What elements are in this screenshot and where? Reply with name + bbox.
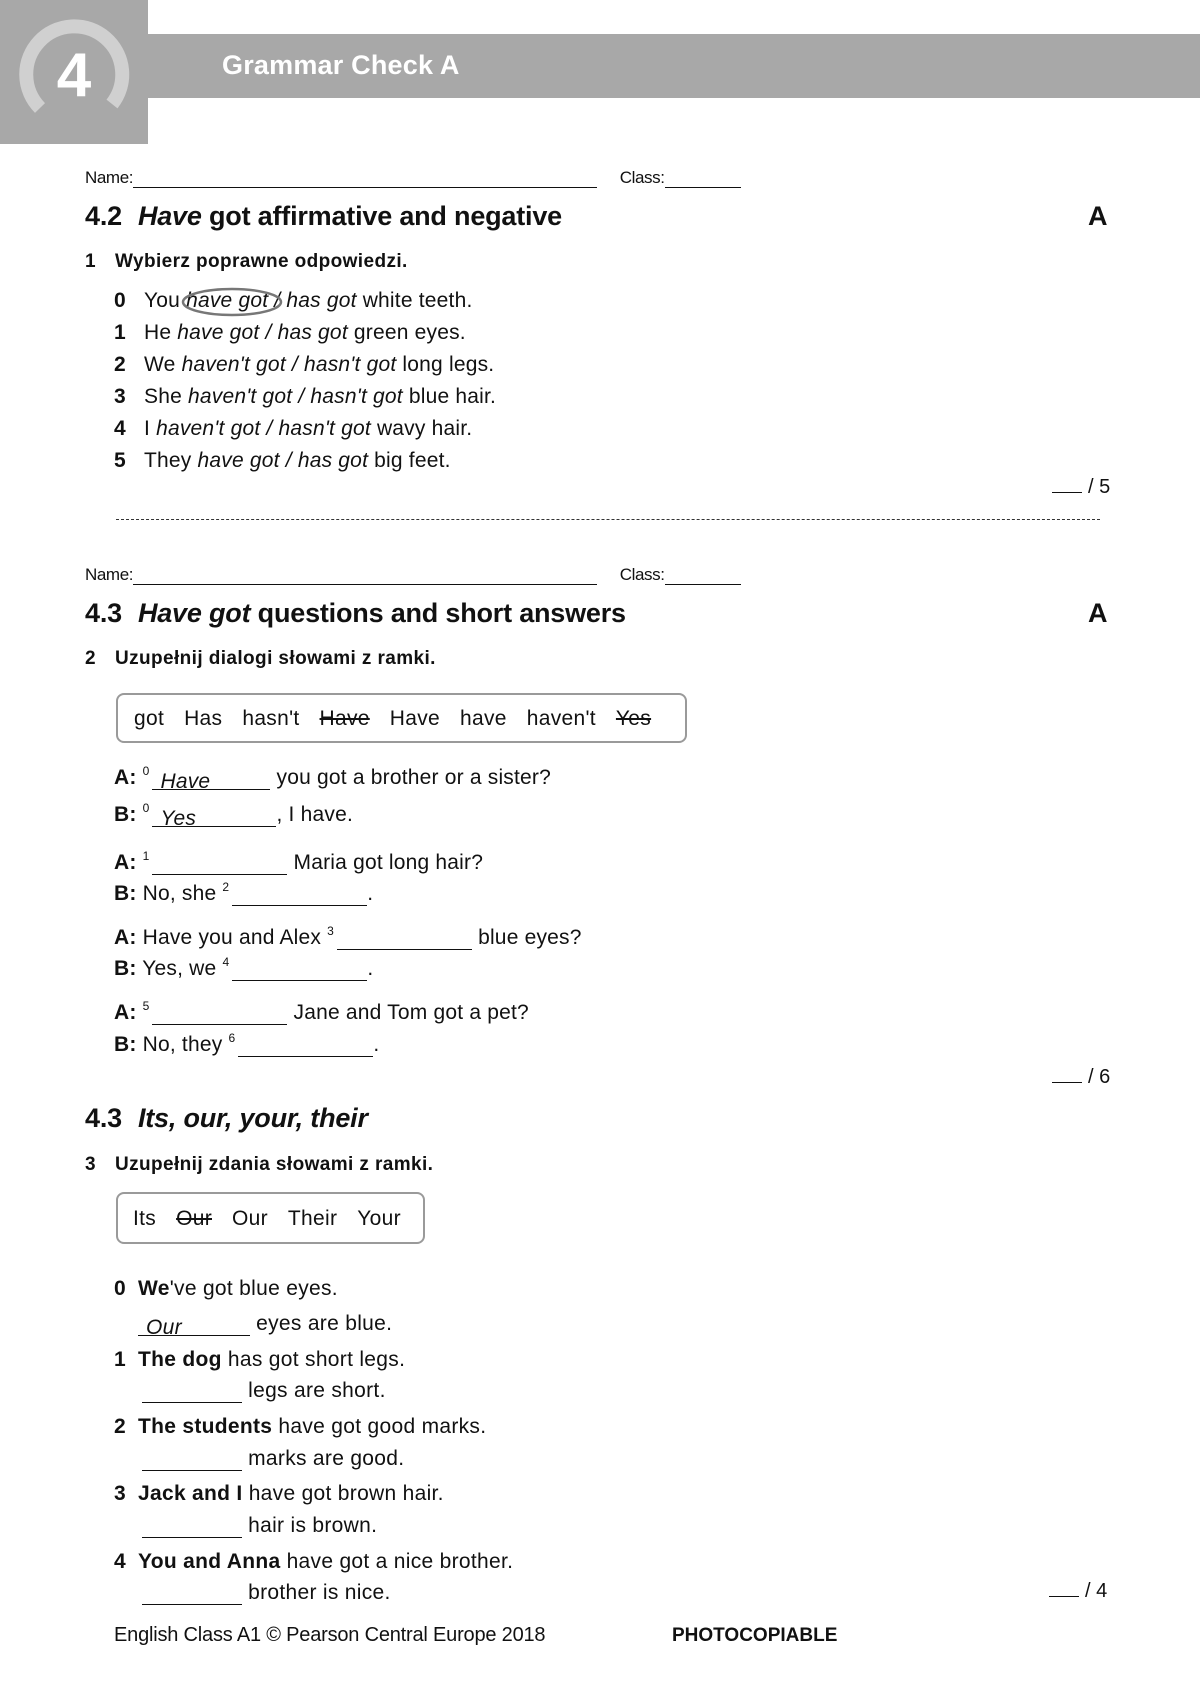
answer-blank[interactable] [142, 1585, 242, 1605]
list-item-answer [142, 1581, 391, 1605]
word-chip: haven't [526, 707, 596, 730]
level-label: A [1088, 598, 1108, 628]
section-title [85, 1103, 368, 1134]
score [1052, 1066, 1110, 1089]
instruction-number: 2 [85, 648, 96, 669]
option-separator: / [268, 289, 287, 312]
list-item [114, 289, 496, 321]
item-number: 4 [114, 1550, 126, 1573]
dialogue-line [114, 801, 353, 830]
word-chip-used: Our [176, 1207, 212, 1230]
item-number: 2 [114, 1415, 126, 1438]
item-text: blue hair. [402, 385, 497, 408]
word-chip: got [134, 707, 165, 730]
instruction [85, 1154, 433, 1176]
word-chip: Has [184, 707, 223, 730]
score-total: / 6 [1088, 1066, 1111, 1088]
unit-number: 4 [56, 41, 92, 110]
item-number: 1 [114, 321, 126, 344]
option-separator: / [285, 353, 304, 376]
unit-number-logo [0, 0, 148, 144]
title-italic: Have [137, 201, 202, 231]
blank-number: 5 [142, 999, 150, 1013]
score-blank[interactable] [1052, 492, 1082, 493]
section-number: 4.3 [85, 1103, 122, 1133]
blank-number: 3 [327, 924, 335, 938]
line-text: No, she [136, 882, 223, 905]
item-text: have got good marks. [272, 1415, 487, 1438]
line-text: . [367, 957, 374, 980]
class-field[interactable] [665, 568, 741, 585]
dialogue-line [114, 764, 551, 793]
word-chip: Your [357, 1207, 401, 1230]
word-chip: Our [232, 1207, 268, 1230]
example-answer: Yes [160, 807, 197, 830]
instruction-text: Uzupełnij zdania słowami z ramki. [115, 1154, 434, 1175]
instruction-text: Uzupełnij dialogi słowami z ramki. [115, 648, 436, 669]
item-text: eyes are blue. [250, 1312, 393, 1335]
item-number: 0 [114, 1277, 126, 1300]
dialogue-line [114, 851, 483, 875]
blank-number: 1 [142, 849, 150, 863]
speaker-label: B: [114, 803, 137, 826]
option-b[interactable]: hasn't got [278, 417, 371, 440]
line-text: Yes, we [136, 957, 223, 980]
item-subject: You and Anna [138, 1550, 281, 1573]
blank-number: 0 [142, 801, 150, 815]
word-chip: Its [133, 1207, 157, 1230]
instruction-number: 3 [85, 1154, 96, 1175]
item-text: We [144, 353, 182, 376]
item-number: 5 [114, 449, 126, 472]
footer-photocopiable: PHOTOCOPIABLE [672, 1625, 838, 1646]
list-item [114, 417, 496, 449]
exercise1-list [114, 289, 496, 481]
item-text: They [144, 449, 198, 472]
blank-number: 4 [222, 955, 230, 969]
list-item-answer [142, 1379, 386, 1403]
item-text: green eyes. [347, 321, 466, 344]
answer-blank[interactable] [232, 886, 367, 906]
line-text: Maria got long hair? [287, 851, 484, 874]
score-total: / 4 [1085, 1580, 1108, 1602]
section-title [85, 201, 562, 232]
list-item [114, 1277, 338, 1301]
option-separator: / [260, 417, 279, 440]
item-text: big feet. [368, 449, 451, 472]
title-italic: Its, our, your, their [137, 1103, 368, 1133]
answer-blank[interactable] [152, 770, 270, 793]
title-italic: Have got [137, 598, 251, 628]
section-number: 4.3 [85, 598, 122, 628]
section-number: 4.2 [85, 201, 122, 231]
item-text: hair is brown. [242, 1514, 378, 1537]
answer-blank[interactable] [142, 1451, 242, 1471]
option-separator: / [259, 321, 278, 344]
word-chip: hasn't [242, 707, 300, 730]
list-item [114, 1415, 486, 1439]
list-item [114, 449, 496, 481]
item-text: legs are short. [242, 1379, 386, 1402]
answer-blank[interactable] [152, 855, 287, 875]
list-item [114, 353, 496, 385]
blank-number: 6 [228, 1031, 236, 1045]
dialogue-line [114, 926, 582, 950]
item-text: long legs. [396, 353, 495, 376]
blank-number: 0 [142, 764, 150, 778]
name-row [85, 168, 741, 188]
item-number: 3 [114, 385, 126, 408]
line-text: blue eyes? [472, 926, 582, 949]
item-number: 3 [114, 1482, 126, 1505]
dialogue-line [114, 882, 373, 906]
item-text: I [144, 417, 157, 440]
example-answer: Have [160, 770, 211, 793]
name-field[interactable] [133, 568, 597, 585]
answer-blank[interactable] [238, 1037, 373, 1057]
list-item-answer [142, 1447, 404, 1471]
item-text: 've got blue eyes. [169, 1277, 338, 1300]
instruction [85, 648, 436, 670]
option-separator: / [292, 385, 311, 408]
answer-blank[interactable] [232, 961, 367, 981]
list-item [114, 1348, 405, 1372]
speaker-label: A: [114, 766, 137, 789]
page-title: Grammar Check A [222, 50, 460, 80]
speaker-label: A: [114, 1001, 137, 1024]
word-chip: have [460, 707, 507, 730]
item-text: You [144, 289, 187, 312]
item-text: white teeth. [356, 289, 473, 312]
list-item [114, 321, 496, 353]
class-label: Class: [619, 565, 665, 584]
option-a: have got [186, 289, 269, 312]
option-b[interactable]: has got [277, 321, 348, 344]
option-b[interactable]: has got [297, 449, 369, 472]
item-text: have got brown hair. [242, 1482, 444, 1505]
item-text: have got a nice brother. [280, 1550, 514, 1573]
line-text: . [367, 882, 374, 905]
cut-line [116, 519, 1100, 520]
word-box [116, 1192, 425, 1244]
word-box [116, 693, 687, 743]
answer-blank[interactable] [337, 930, 472, 950]
line-text: , I have. [276, 803, 353, 826]
option-a[interactable]: have got [197, 449, 280, 472]
speaker-label: A: [114, 926, 137, 949]
item-text: has got short legs. [221, 1348, 406, 1371]
footer-copyright: English Class A1 © Pearson Central Europe 2018 [114, 1624, 546, 1646]
list-item [114, 1550, 513, 1574]
speaker-label: B: [114, 1033, 137, 1056]
list-item-answer [138, 1312, 393, 1339]
word-chip-used: Have [319, 707, 370, 730]
word-chip-used: Yes [615, 707, 652, 730]
name-label: Name: [85, 168, 134, 187]
title-rest: got affirmative and negative [201, 201, 562, 231]
word-chip: Their [287, 1207, 338, 1230]
unit-circle-icon [0, 0, 148, 144]
score [1049, 1580, 1107, 1603]
circled-answer [186, 289, 268, 313]
name-field[interactable] [133, 171, 597, 188]
score-blank[interactable] [1052, 1082, 1082, 1083]
name-row [85, 565, 741, 585]
item-text: wavy hair. [370, 417, 473, 440]
instruction-text: Wybierz poprawne odpowiedzi. [115, 251, 408, 272]
title-rest: questions and short answers [250, 598, 626, 628]
option-separator: / [279, 449, 298, 472]
class-field[interactable] [665, 171, 741, 188]
item-subject: We [138, 1277, 170, 1300]
line-text: Jane and Tom got a pet? [287, 1001, 529, 1024]
item-number: 0 [114, 289, 126, 312]
section-title [85, 598, 626, 629]
answer-blank[interactable] [152, 807, 276, 830]
answer-blank[interactable] [138, 1316, 250, 1339]
speaker-label: B: [114, 957, 137, 980]
option-b: has got [286, 289, 357, 312]
instruction-number: 1 [85, 251, 96, 272]
item-subject: The students [138, 1415, 273, 1438]
option-a[interactable]: haven't got [188, 385, 293, 408]
line-text: . [373, 1033, 380, 1056]
list-item [114, 385, 496, 417]
answer-blank[interactable] [142, 1518, 242, 1538]
option-a[interactable]: haven't got [181, 353, 286, 376]
word-chip: Have [389, 707, 440, 730]
item-number: 4 [114, 417, 126, 440]
score-blank[interactable] [1049, 1596, 1079, 1597]
score [1052, 476, 1110, 499]
option-a[interactable]: have got [177, 321, 260, 344]
dialogue-line [114, 1001, 529, 1025]
option-a[interactable]: haven't got [156, 417, 261, 440]
speaker-label: B: [114, 882, 137, 905]
class-label: Class: [619, 168, 665, 187]
line-text: Have you and Alex [136, 926, 328, 949]
level-label: A [1088, 201, 1108, 231]
item-subject: The dog [138, 1348, 222, 1371]
example-answer: Our [146, 1316, 182, 1339]
item-number: 2 [114, 353, 126, 376]
instruction [85, 251, 408, 273]
item-subject: Jack and I [138, 1482, 243, 1505]
speaker-label: A: [114, 851, 137, 874]
blank-number: 2 [222, 880, 230, 894]
answer-blank[interactable] [142, 1383, 242, 1403]
item-text: She [144, 385, 188, 408]
dialogue-line [114, 1033, 379, 1057]
name-label: Name: [85, 565, 134, 584]
list-item [114, 1482, 444, 1506]
line-text: No, they [136, 1033, 229, 1056]
answer-blank[interactable] [152, 1005, 287, 1025]
line-text: you got a brother or a sister? [270, 766, 551, 789]
score-total: / 5 [1088, 476, 1111, 498]
item-number: 1 [114, 1348, 126, 1371]
list-item-answer [142, 1514, 377, 1538]
dialogue-line [114, 957, 373, 981]
option-b[interactable]: hasn't got [303, 353, 397, 376]
option-b[interactable]: hasn't got [310, 385, 403, 408]
answer-circle-icon [180, 286, 287, 318]
item-text: He [144, 321, 178, 344]
item-text: marks are good. [242, 1447, 405, 1470]
item-text: brother is nice. [242, 1581, 391, 1604]
